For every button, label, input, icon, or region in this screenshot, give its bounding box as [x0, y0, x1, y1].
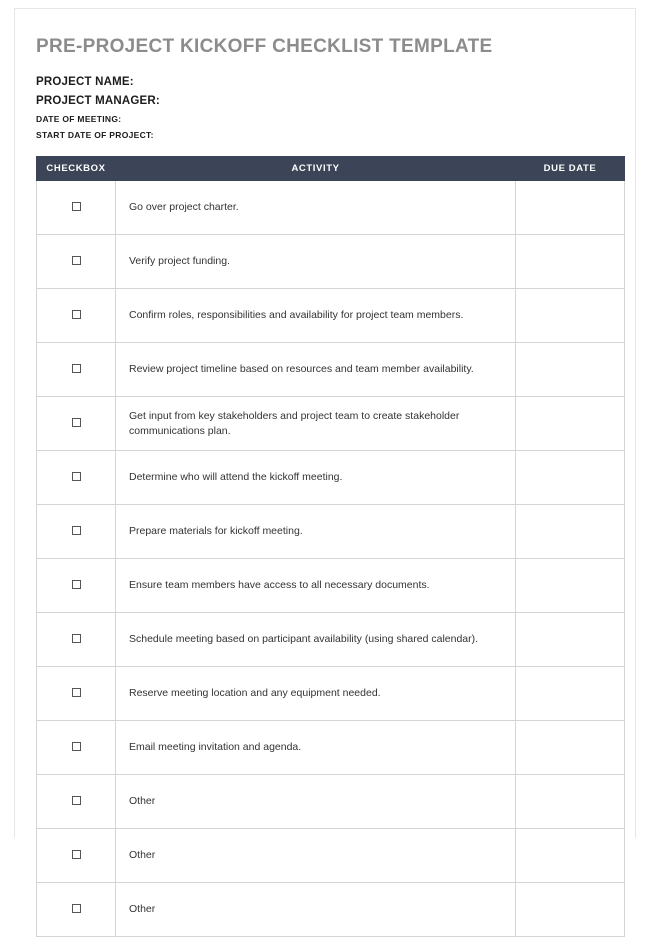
row-due-date[interactable]: [516, 667, 625, 721]
row-checkbox-cell[interactable]: [37, 721, 116, 775]
row-due-date[interactable]: [516, 883, 625, 937]
row-checkbox-cell[interactable]: [37, 397, 116, 451]
field-start-date-of-project-label: START DATE OF PROJECT:: [36, 130, 154, 140]
table-row: [37, 397, 625, 451]
table-row: [37, 721, 625, 775]
checkbox-icon[interactable]: [72, 634, 81, 643]
row-due-date[interactable]: [516, 505, 625, 559]
row-due-date[interactable]: [516, 613, 625, 667]
row-activity: Review project timeline based on resources and team member availability.: [116, 343, 516, 397]
field-date-of-meeting: [36, 114, 614, 124]
field-date-of-meeting-label: DATE OF MEETING:: [36, 114, 122, 124]
row-checkbox-cell[interactable]: [37, 451, 116, 505]
checklist-table: [36, 156, 625, 937]
field-project-manager-label: PROJECT MANAGER:: [36, 95, 160, 107]
field-project-name: [36, 76, 614, 88]
table-row: [37, 775, 625, 829]
row-checkbox-cell[interactable]: [37, 829, 116, 883]
column-header-due-date: DUE DATE: [516, 157, 625, 181]
project-meta-fields: [36, 76, 614, 140]
checkbox-icon[interactable]: [72, 526, 81, 535]
row-due-date[interactable]: [516, 289, 625, 343]
row-checkbox-cell[interactable]: [37, 289, 116, 343]
row-activity: Other: [116, 775, 516, 829]
row-activity: Other: [116, 883, 516, 937]
row-due-date[interactable]: [516, 559, 625, 613]
row-due-date[interactable]: [516, 181, 625, 235]
row-activity: Schedule meeting based on participant availability (using shared calendar).: [116, 613, 516, 667]
row-due-date[interactable]: [516, 451, 625, 505]
checkbox-icon[interactable]: [72, 904, 81, 913]
row-checkbox-cell[interactable]: [37, 559, 116, 613]
row-activity: Determine who will attend the kickoff meeting.: [116, 451, 516, 505]
row-activity: Email meeting invitation and agenda.: [116, 721, 516, 775]
row-due-date[interactable]: [516, 775, 625, 829]
column-header-activity: ACTIVITY: [116, 157, 516, 181]
row-activity: Get input from key stakeholders and project team to create stakeholder communications plan.: [116, 397, 516, 451]
row-due-date[interactable]: [516, 235, 625, 289]
table-row: [37, 667, 625, 721]
row-activity: Reserve meeting location and any equipment needed.: [116, 667, 516, 721]
checkbox-icon[interactable]: [72, 202, 81, 211]
checkbox-icon[interactable]: [72, 742, 81, 751]
table-row: [37, 289, 625, 343]
row-checkbox-cell[interactable]: [37, 613, 116, 667]
table-row: [37, 235, 625, 289]
row-due-date[interactable]: [516, 721, 625, 775]
checkbox-icon[interactable]: [72, 364, 81, 373]
checkbox-icon[interactable]: [72, 796, 81, 805]
table-row: [37, 613, 625, 667]
row-checkbox-cell[interactable]: [37, 235, 116, 289]
checkbox-icon[interactable]: [72, 418, 81, 427]
row-due-date[interactable]: [516, 343, 625, 397]
row-activity: Verify project funding.: [116, 235, 516, 289]
page-title: PRE-PROJECT KICKOFF CHECKLIST TEMPLATE: [36, 36, 493, 57]
checkbox-icon[interactable]: [72, 580, 81, 589]
table-row: [37, 181, 625, 235]
row-activity: Ensure team members have access to all necessary documents.: [116, 559, 516, 613]
field-start-date-of-project: [36, 130, 614, 140]
table-header-row: [37, 157, 625, 181]
row-due-date[interactable]: [516, 829, 625, 883]
table-row: [37, 829, 625, 883]
row-activity: Other: [116, 829, 516, 883]
table-row: [37, 343, 625, 397]
row-checkbox-cell[interactable]: [37, 883, 116, 937]
row-checkbox-cell[interactable]: [37, 505, 116, 559]
checkbox-icon[interactable]: [72, 688, 81, 697]
table-row: [37, 559, 625, 613]
document-body: [30, 10, 620, 937]
row-checkbox-cell[interactable]: [37, 775, 116, 829]
checkbox-icon[interactable]: [72, 256, 81, 265]
row-activity: Go over project charter.: [116, 181, 516, 235]
table-row: [37, 451, 625, 505]
field-project-name-label: PROJECT NAME:: [36, 76, 134, 88]
checkbox-icon[interactable]: [72, 472, 81, 481]
row-checkbox-cell[interactable]: [37, 667, 116, 721]
checklist-rows: [37, 181, 625, 937]
checkbox-icon[interactable]: [72, 310, 81, 319]
row-activity: Confirm roles, responsibilities and availability for project team members.: [116, 289, 516, 343]
row-checkbox-cell[interactable]: [37, 181, 116, 235]
field-project-manager: [36, 95, 614, 107]
row-activity: Prepare materials for kickoff meeting.: [116, 505, 516, 559]
table-row: [37, 505, 625, 559]
table-row: [37, 883, 625, 937]
column-header-checkbox: CHECKBOX: [37, 157, 116, 181]
row-due-date[interactable]: [516, 397, 625, 451]
checkbox-icon[interactable]: [72, 850, 81, 859]
row-checkbox-cell[interactable]: [37, 343, 116, 397]
